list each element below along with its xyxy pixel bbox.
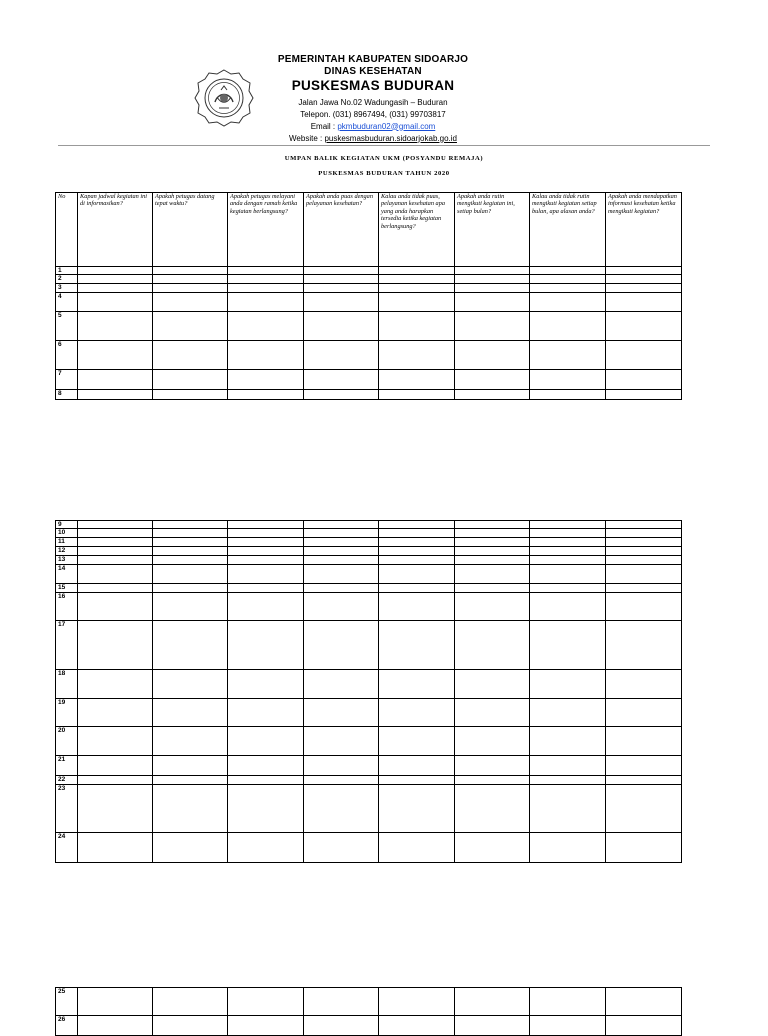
column-header-question-7: Kalau anda tidak rutin mengikuti kegiatan setiap bulan, apa alasan anda?	[530, 193, 606, 267]
feedback-table-section-3	[55, 987, 682, 1036]
answer-cell[interactable]	[153, 756, 228, 776]
answer-cell[interactable]	[228, 988, 304, 1016]
answer-cell[interactable]	[379, 565, 455, 584]
table-row	[56, 390, 682, 400]
website-label: Website :	[289, 133, 325, 143]
answer-cell[interactable]	[606, 785, 682, 833]
answer-cell[interactable]	[379, 988, 455, 1016]
answer-cell[interactable]	[379, 593, 455, 621]
answer-cell[interactable]	[228, 284, 304, 293]
answer-cell[interactable]	[78, 390, 153, 400]
answer-cell[interactable]	[455, 284, 530, 293]
answer-cell[interactable]	[530, 521, 606, 529]
answer-cell[interactable]	[228, 727, 304, 756]
answer-cell[interactable]	[228, 275, 304, 284]
department-name: DINAS KESEHATAN	[324, 65, 422, 77]
answer-cell[interactable]	[455, 370, 530, 390]
row-number: 25	[56, 988, 78, 1016]
column-header-question-2: Apakah petugas datang tepat waktu?	[153, 193, 228, 267]
table-row	[56, 1016, 682, 1036]
answer-cell[interactable]	[455, 776, 530, 785]
answer-cell[interactable]	[530, 670, 606, 699]
document-titles	[0, 155, 768, 185]
answer-cell[interactable]	[606, 529, 682, 538]
answer-cell[interactable]	[228, 1016, 304, 1036]
answer-cell[interactable]	[78, 621, 153, 670]
answer-cell[interactable]	[530, 275, 606, 284]
row-number: 19	[56, 699, 78, 727]
row-number: 15	[56, 584, 78, 593]
answer-cell[interactable]	[228, 621, 304, 670]
answer-cell[interactable]	[530, 756, 606, 776]
answer-cell[interactable]	[228, 785, 304, 833]
answer-cell[interactable]	[228, 833, 304, 863]
answer-cell[interactable]	[78, 529, 153, 538]
answer-cell[interactable]	[455, 621, 530, 670]
answer-cell[interactable]	[379, 547, 455, 556]
answer-cell[interactable]	[379, 267, 455, 275]
row-number: 23	[56, 785, 78, 833]
document-subtitle: PUSKESMAS BUDURAN TAHUN 2020	[318, 170, 450, 177]
row-number: 18	[56, 670, 78, 699]
answer-cell[interactable]	[379, 699, 455, 727]
answer-cell[interactable]	[455, 584, 530, 593]
answer-cell[interactable]	[379, 529, 455, 538]
answer-cell[interactable]	[530, 293, 606, 312]
answer-cell[interactable]	[304, 670, 379, 699]
phone: Telepon. (031) 8967494, (031) 99703817	[300, 109, 446, 119]
answer-cell[interactable]	[455, 1016, 530, 1036]
answer-cell[interactable]	[153, 538, 228, 547]
answer-cell[interactable]	[304, 1016, 379, 1036]
answer-cell[interactable]	[228, 756, 304, 776]
answer-cell[interactable]	[228, 341, 304, 370]
table-row	[56, 727, 682, 756]
answer-cell[interactable]	[606, 284, 682, 293]
answer-cell[interactable]	[153, 833, 228, 863]
answer-cell[interactable]	[530, 341, 606, 370]
answer-cell[interactable]	[455, 267, 530, 275]
answer-cell[interactable]	[530, 988, 606, 1016]
answer-cell[interactable]	[455, 988, 530, 1016]
answer-cell[interactable]	[78, 538, 153, 547]
answer-cell[interactable]	[78, 727, 153, 756]
answer-cell[interactable]	[530, 370, 606, 390]
answer-cell[interactable]	[153, 584, 228, 593]
answer-cell[interactable]	[153, 670, 228, 699]
table-row	[56, 670, 682, 699]
feedback-table-section-1	[55, 192, 682, 400]
table-row	[56, 833, 682, 863]
answer-cell[interactable]	[228, 267, 304, 275]
answer-cell[interactable]	[530, 699, 606, 727]
answer-cell[interactable]	[78, 670, 153, 699]
answer-cell[interactable]	[153, 785, 228, 833]
answer-cell[interactable]	[379, 341, 455, 370]
answer-cell[interactable]	[530, 1016, 606, 1036]
answer-cell[interactable]	[153, 275, 228, 284]
answer-cell[interactable]	[379, 785, 455, 833]
answer-cell[interactable]	[530, 538, 606, 547]
email-line	[240, 121, 506, 133]
letterhead	[0, 0, 768, 150]
answer-cell[interactable]	[304, 833, 379, 863]
answer-cell[interactable]	[606, 756, 682, 776]
answer-cell[interactable]	[228, 593, 304, 621]
answer-cell[interactable]	[304, 593, 379, 621]
table-row	[56, 284, 682, 293]
answer-cell[interactable]	[379, 390, 455, 400]
answer-cell[interactable]	[379, 670, 455, 699]
answer-cell[interactable]	[78, 521, 153, 529]
answer-cell[interactable]	[304, 390, 379, 400]
answer-cell[interactable]	[78, 756, 153, 776]
row-number: 6	[56, 341, 78, 370]
answer-cell[interactable]	[153, 529, 228, 538]
answer-cell[interactable]	[153, 1016, 228, 1036]
answer-cell[interactable]	[530, 785, 606, 833]
answer-cell[interactable]	[78, 275, 153, 284]
row-number: 26	[56, 1016, 78, 1036]
table-row	[56, 756, 682, 776]
answer-cell[interactable]	[78, 293, 153, 312]
answer-cell[interactable]	[455, 756, 530, 776]
answer-cell[interactable]	[606, 370, 682, 390]
answer-cell[interactable]	[379, 776, 455, 785]
answer-cell[interactable]	[304, 529, 379, 538]
answer-cell[interactable]	[455, 670, 530, 699]
email-label: Email :	[310, 121, 338, 131]
answer-cell[interactable]	[379, 621, 455, 670]
answer-cell[interactable]	[78, 341, 153, 370]
answer-cell[interactable]	[530, 727, 606, 756]
table-row	[56, 621, 682, 670]
answer-cell[interactable]	[606, 547, 682, 556]
answer-cell[interactable]	[606, 390, 682, 400]
answer-cell[interactable]	[379, 584, 455, 593]
column-header-question-1: Kapan jadwal kegiatan ini di informasikan?	[78, 193, 153, 267]
answer-cell[interactable]	[153, 521, 228, 529]
table-row	[56, 565, 682, 584]
answer-cell[interactable]	[606, 593, 682, 621]
answer-cell[interactable]	[455, 529, 530, 538]
answer-cell[interactable]	[228, 390, 304, 400]
answer-cell[interactable]	[530, 565, 606, 584]
answer-cell[interactable]	[606, 556, 682, 565]
answer-cell[interactable]	[530, 776, 606, 785]
answer-cell[interactable]	[530, 312, 606, 341]
table-row	[56, 529, 682, 538]
answer-cell[interactable]	[606, 293, 682, 312]
table-row	[56, 275, 682, 284]
row-number: 24	[56, 833, 78, 863]
answer-cell[interactable]	[455, 521, 530, 529]
answer-cell[interactable]	[304, 699, 379, 727]
answer-cell[interactable]	[379, 293, 455, 312]
answer-cell[interactable]	[379, 727, 455, 756]
row-number: 14	[56, 565, 78, 584]
table-row	[56, 556, 682, 565]
answer-cell[interactable]	[530, 284, 606, 293]
row-number: 5	[56, 312, 78, 341]
answer-cell[interactable]	[153, 727, 228, 756]
answer-cell[interactable]	[304, 584, 379, 593]
answer-cell[interactable]	[455, 538, 530, 547]
table-row	[56, 584, 682, 593]
answer-cell[interactable]	[606, 670, 682, 699]
answer-cell[interactable]	[530, 833, 606, 863]
answer-cell[interactable]	[78, 988, 153, 1016]
answer-cell[interactable]	[455, 699, 530, 727]
answer-cell[interactable]	[455, 833, 530, 863]
answer-cell[interactable]	[379, 756, 455, 776]
answer-cell[interactable]	[304, 621, 379, 670]
answer-cell[interactable]	[78, 584, 153, 593]
feedback-table-section-2	[55, 520, 682, 863]
answer-cell[interactable]	[153, 370, 228, 390]
letterhead-divider	[58, 145, 710, 146]
answer-cell[interactable]	[455, 785, 530, 833]
answer-cell[interactable]	[304, 547, 379, 556]
answer-cell[interactable]	[606, 621, 682, 670]
answer-cell[interactable]	[606, 267, 682, 275]
answer-cell[interactable]	[228, 565, 304, 584]
answer-cell[interactable]	[455, 312, 530, 341]
answer-cell[interactable]	[153, 556, 228, 565]
answer-cell[interactable]	[304, 756, 379, 776]
answer-cell[interactable]	[606, 1016, 682, 1036]
answer-cell[interactable]	[304, 312, 379, 341]
table-row	[56, 988, 682, 1016]
answer-cell[interactable]	[530, 390, 606, 400]
row-number: 17	[56, 621, 78, 670]
answer-cell[interactable]	[606, 833, 682, 863]
answer-cell[interactable]	[78, 556, 153, 565]
row-number: 13	[56, 556, 78, 565]
table-row	[56, 341, 682, 370]
answer-cell[interactable]	[78, 593, 153, 621]
column-header-question-6: Apakah anda rutin mengikuti kegiatan ini, setiap bulan?	[455, 193, 530, 267]
answer-cell[interactable]	[455, 547, 530, 556]
government-name: PEMERINTAH KABUPATEN SIDOARJO	[277, 54, 469, 65]
answer-cell[interactable]	[304, 293, 379, 312]
column-header-question-5: Kalau anda tidak puas, pelayanan kesehatan apa yang anda harapkan tersedia ketika kegiatan berlangsung?	[379, 193, 455, 267]
answer-cell[interactable]	[228, 547, 304, 556]
row-number: 2	[56, 275, 78, 284]
answer-cell[interactable]	[606, 275, 682, 284]
answer-cell[interactable]	[78, 267, 153, 275]
answer-cell[interactable]	[379, 538, 455, 547]
answer-cell[interactable]	[228, 312, 304, 341]
answer-cell[interactable]	[304, 521, 379, 529]
row-number: 22	[56, 776, 78, 785]
row-number: 16	[56, 593, 78, 621]
answer-cell[interactable]	[530, 529, 606, 538]
table-row	[56, 538, 682, 547]
answer-cell[interactable]	[78, 785, 153, 833]
answer-cell[interactable]	[304, 284, 379, 293]
answer-cell[interactable]	[304, 275, 379, 284]
answer-cell[interactable]	[153, 390, 228, 400]
table-row	[56, 699, 682, 727]
answer-cell[interactable]	[606, 521, 682, 529]
answer-cell[interactable]	[455, 341, 530, 370]
answer-cell[interactable]	[530, 621, 606, 670]
column-header-no: No	[56, 193, 78, 267]
answer-cell[interactable]	[606, 988, 682, 1016]
answer-cell[interactable]	[304, 727, 379, 756]
answer-cell[interactable]	[228, 538, 304, 547]
answer-cell[interactable]	[379, 312, 455, 341]
answer-cell[interactable]	[304, 538, 379, 547]
table-row	[56, 267, 682, 275]
answer-cell[interactable]	[304, 556, 379, 565]
answer-cell[interactable]	[78, 833, 153, 863]
answer-cell[interactable]	[78, 547, 153, 556]
answer-cell[interactable]	[78, 312, 153, 341]
table-row	[56, 785, 682, 833]
answer-cell[interactable]	[228, 670, 304, 699]
answer-cell[interactable]	[304, 776, 379, 785]
column-header-question-4: Apakah anda puas dengan pelayanan kesehatan?	[304, 193, 379, 267]
answer-cell[interactable]	[78, 284, 153, 293]
answer-cell[interactable]	[153, 565, 228, 584]
answer-cell[interactable]	[455, 293, 530, 312]
address: Jalan Jawa No.02 Wadungasih – Buduran	[298, 97, 448, 107]
answer-cell[interactable]	[379, 284, 455, 293]
answer-cell[interactable]	[379, 521, 455, 529]
answer-cell[interactable]	[228, 584, 304, 593]
table-row	[56, 547, 682, 556]
answer-cell[interactable]	[606, 727, 682, 756]
answer-cell[interactable]	[153, 547, 228, 556]
answer-cell[interactable]	[606, 565, 682, 584]
row-number: 12	[56, 547, 78, 556]
answer-cell[interactable]	[228, 521, 304, 529]
row-number: 21	[56, 756, 78, 776]
table-header-row	[56, 193, 682, 267]
answer-cell[interactable]	[379, 556, 455, 565]
answer-cell[interactable]	[530, 584, 606, 593]
column-header-question-8: Apakah anda mendapatkan informasi kesehatan ketika mengikuti kegiatan?	[606, 193, 682, 267]
answer-cell[interactable]	[455, 556, 530, 565]
answer-cell[interactable]	[455, 593, 530, 621]
answer-cell[interactable]	[153, 284, 228, 293]
answer-cell[interactable]	[153, 699, 228, 727]
table-row	[56, 312, 682, 341]
answer-cell[interactable]	[379, 370, 455, 390]
answer-cell[interactable]	[228, 370, 304, 390]
table-row	[56, 370, 682, 390]
answer-cell[interactable]	[455, 565, 530, 584]
answer-cell[interactable]	[379, 1016, 455, 1036]
answer-cell[interactable]	[530, 547, 606, 556]
answer-cell[interactable]	[530, 593, 606, 621]
answer-cell[interactable]	[304, 565, 379, 584]
table-row	[56, 521, 682, 529]
answer-cell[interactable]	[606, 312, 682, 341]
answer-cell[interactable]	[304, 988, 379, 1016]
answer-cell[interactable]	[379, 833, 455, 863]
answer-cell[interactable]	[304, 785, 379, 833]
answer-cell[interactable]	[304, 267, 379, 275]
institution-name: PUSKESMAS BUDURAN	[291, 78, 455, 93]
table-row	[56, 293, 682, 312]
answer-cell[interactable]	[228, 529, 304, 538]
answer-cell[interactable]	[78, 1016, 153, 1036]
answer-cell[interactable]	[228, 293, 304, 312]
website-line	[240, 133, 506, 145]
answer-cell[interactable]	[153, 341, 228, 370]
row-number: 4	[56, 293, 78, 312]
answer-cell[interactable]	[606, 538, 682, 547]
row-number: 10	[56, 529, 78, 538]
answer-cell[interactable]	[153, 293, 228, 312]
answer-cell[interactable]	[455, 390, 530, 400]
row-number: 20	[56, 727, 78, 756]
table-row	[56, 776, 682, 785]
row-number: 1	[56, 267, 78, 275]
row-number: 3	[56, 284, 78, 293]
answer-cell[interactable]	[606, 341, 682, 370]
document-title: UMPAN BALIK KEGIATAN UKM (POSYANDU REMAJA)	[284, 155, 484, 162]
answer-cell[interactable]	[304, 370, 379, 390]
answer-cell[interactable]	[228, 556, 304, 565]
answer-cell[interactable]	[228, 699, 304, 727]
answer-cell[interactable]	[530, 556, 606, 565]
answer-cell[interactable]	[530, 267, 606, 275]
answer-cell[interactable]	[455, 275, 530, 284]
answer-cell[interactable]	[153, 593, 228, 621]
answer-cell[interactable]	[606, 776, 682, 785]
column-header-question-3: Apakah petugas melayani anda dengan ramah ketika kegiatan berlangsung?	[228, 193, 304, 267]
answer-cell[interactable]	[228, 776, 304, 785]
answer-cell[interactable]	[379, 275, 455, 284]
answer-cell[interactable]	[153, 267, 228, 275]
row-number: 8	[56, 390, 78, 400]
answer-cell[interactable]	[153, 312, 228, 341]
email-link[interactable]: pkmbuduran02@gmail.com	[337, 121, 436, 131]
answer-cell[interactable]	[606, 699, 682, 727]
answer-cell[interactable]	[78, 776, 153, 785]
answer-cell[interactable]	[78, 699, 153, 727]
answer-cell[interactable]	[153, 988, 228, 1016]
answer-cell[interactable]	[78, 370, 153, 390]
table-row	[56, 593, 682, 621]
answer-cell[interactable]	[304, 341, 379, 370]
row-number: 11	[56, 538, 78, 547]
answer-cell[interactable]	[606, 584, 682, 593]
answer-cell[interactable]	[153, 621, 228, 670]
answer-cell[interactable]	[153, 776, 228, 785]
answer-cell[interactable]	[455, 727, 530, 756]
website-link[interactable]: puskesmasbuduran.sidoarjokab.go.id	[324, 133, 457, 143]
answer-cell[interactable]	[78, 565, 153, 584]
row-number: 9	[56, 521, 78, 529]
row-number: 7	[56, 370, 78, 390]
